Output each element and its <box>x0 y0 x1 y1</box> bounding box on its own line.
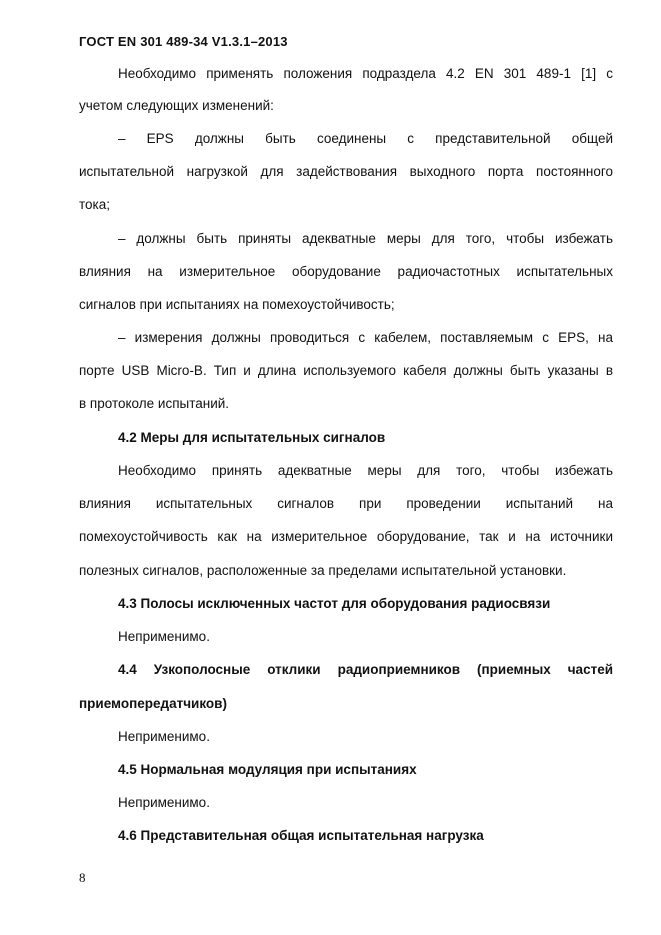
section-heading-4-5: 4.5 Нормальная модуляция при испытаниях <box>118 762 417 777</box>
list-item-line: – должны быть приняты адекватные меры для того, чтобы избежать <box>118 231 613 246</box>
paragraph-line: помехоустойчивость как на измерительное оборудование, так и на источники <box>79 529 613 544</box>
document-header: ГОСТ EN 301 489-34 V1.3.1–2013 <box>79 34 288 49</box>
paragraph-line: учетом следующих изменений: <box>79 98 274 113</box>
paragraph-line: Неприменимо. <box>118 629 210 644</box>
list-item-line: – EPS должны быть соединены с представительной общей <box>118 131 613 146</box>
list-item-line: испытательной нагрузкой для задействования выходного порта постоянного <box>79 164 613 179</box>
paragraph-line: Неприменимо. <box>118 795 210 810</box>
section-heading-4-3: 4.3 Полосы исключенных частот для оборудования радиосвязи <box>118 596 551 611</box>
list-item-line: порте USB Micro-B. Тип и длина используемого кабеля должны быть указаны в <box>79 363 613 378</box>
paragraph-line: полезных сигналов, расположенные за пределами испытательной установки. <box>79 563 567 578</box>
section-heading-4-4-cont: приемопередатчиков) <box>79 696 227 711</box>
list-item-line: тока; <box>79 197 111 212</box>
list-item-line: влияния на измерительное оборудование радиочастотных испытательных <box>79 264 613 279</box>
section-heading-4-2: 4.2 Меры для испытательных сигналов <box>118 430 386 445</box>
section-heading-4-4: 4.4 Узкополосные отклики радиоприемников (приемных частей <box>118 662 613 677</box>
paragraph-line: Необходимо применять положения подраздела 4.2 EN 301 489-1 [1] с <box>118 66 613 81</box>
list-item-line: сигналов при испытаниях на помехоустойчивость; <box>79 297 395 312</box>
page-number: 8 <box>79 870 86 885</box>
list-item-line: в протоколе испытаний. <box>79 396 230 411</box>
list-item-line: – измерения должны проводиться с кабелем, поставляемым с EPS, на <box>118 330 613 345</box>
paragraph-line: влияния испытательных сигналов при проведении испытаний на <box>79 496 613 511</box>
paragraph-line: Необходимо принять адекватные меры для того, чтобы избежать <box>118 463 613 478</box>
section-heading-4-6: 4.6 Представительная общая испытательная нагрузка <box>118 828 484 843</box>
paragraph-line: Неприменимо. <box>118 729 210 744</box>
